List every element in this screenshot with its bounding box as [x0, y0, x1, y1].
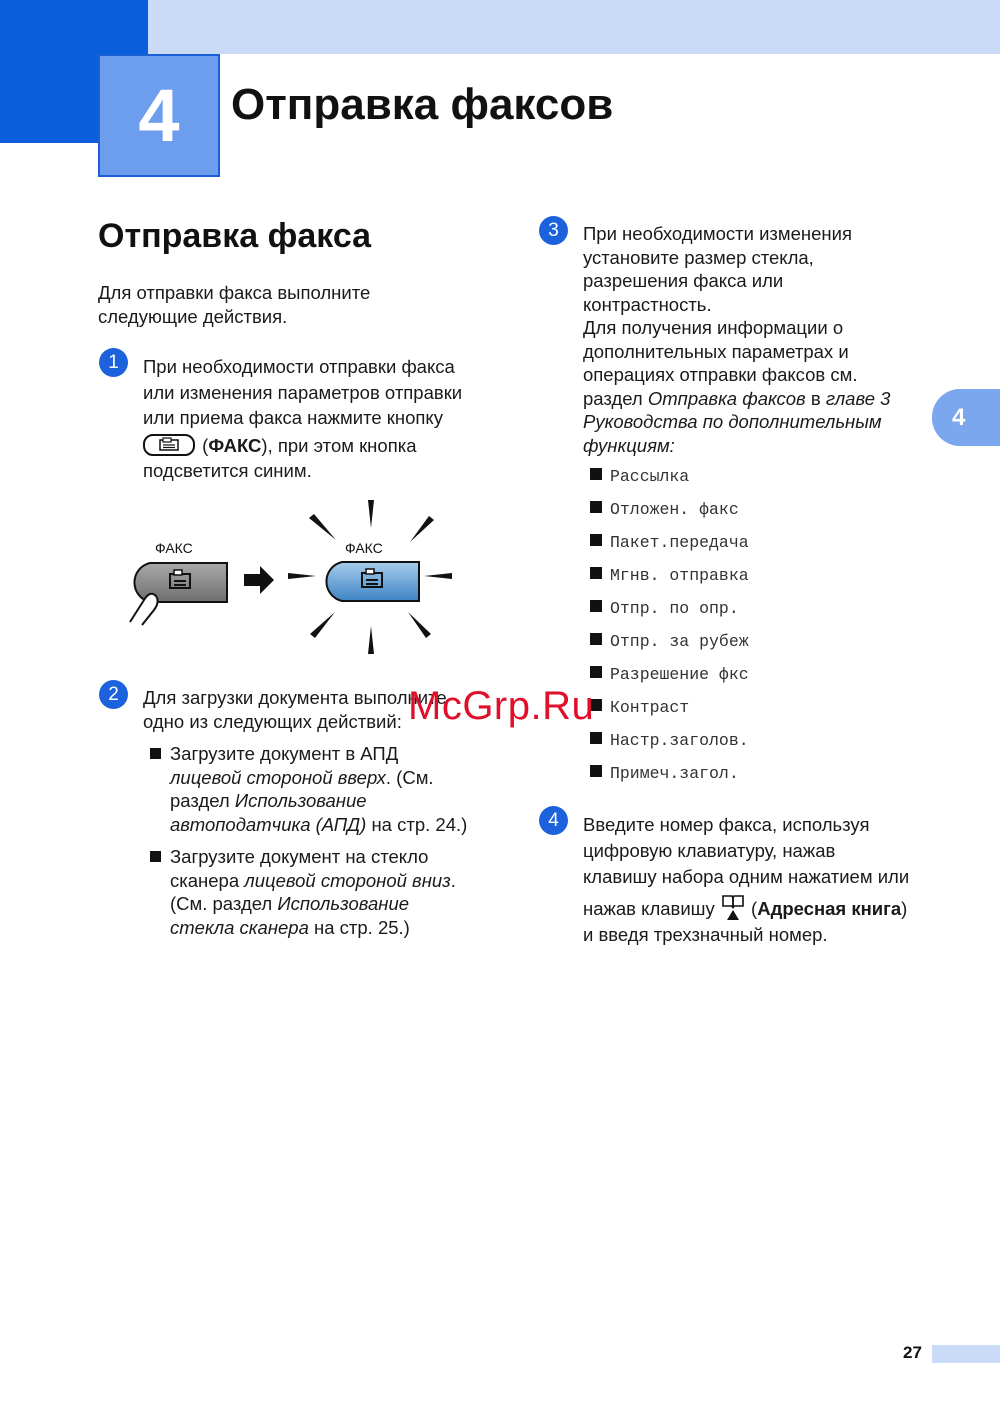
fax-label-left: ФАКС	[155, 540, 193, 556]
chapter-title: Отправка факсов	[231, 80, 614, 129]
option-item: Рассылка	[590, 467, 689, 486]
step-3-text: При необходимости изменения установите размер стекла, разрешения факса или контрастность. Для получения информации о дополнительных параметрах и операциях отправки факсов см. раздел Отправка факсов в главе 3 Руководства по дополнительным функциям:	[583, 223, 891, 456]
chapter-number-badge: 4	[98, 54, 220, 177]
fax-label-right: ФАКС	[345, 540, 383, 556]
option-item: Контраст	[590, 698, 689, 717]
section-title: Отправка факса	[98, 217, 372, 255]
arrow-icon	[244, 566, 274, 594]
option-item: Настр.заголов.	[590, 731, 749, 750]
step-3-number: 3	[539, 216, 568, 245]
address-book-key-label: Адресная книга	[757, 898, 902, 919]
step-2-number: 2	[99, 680, 128, 709]
page-number: 27	[903, 1343, 922, 1362]
address-book-icon	[720, 893, 746, 921]
option-item: Разрешение фкс	[590, 665, 749, 684]
option-item: Примеч.загол.	[590, 764, 739, 783]
fax-button-illustration	[120, 490, 460, 660]
option-item: Мгнв. отправка	[590, 566, 749, 585]
step-2-bullet-1: Загрузите документ в АПД лицевой стороной вверх. (См. раздел Использование автоподатчика (АПД) на стр. 24.)	[150, 742, 467, 836]
footer-bar	[932, 1345, 1000, 1363]
fax-button-lit	[326, 562, 419, 601]
step-2-text: Для загрузки документа выполните одно из следующих действий:	[143, 687, 447, 732]
option-item: Отложен. факс	[590, 500, 739, 519]
option-item: Отпр. за рубеж	[590, 632, 749, 651]
intro-text: Для отправки факса выполните следующие действия.	[98, 282, 371, 327]
option-item: Отпр. по опр.	[590, 599, 739, 618]
fax-key-icon	[143, 434, 195, 456]
step-4-number: 4	[539, 806, 568, 835]
step-4-text: Введите номер факса, используя цифровую клавиатуру, нажав клавишу набора одним нажатием или нажав клавишу (Адресная книга) и введя трехзначный номер.	[583, 814, 910, 945]
fax-key-label: ФАКС	[208, 434, 262, 456]
header-light-band	[148, 0, 1000, 54]
step-1-key-line: (ФАКС), при этом кнопка	[143, 433, 462, 459]
side-chapter-tab[interactable]: 4	[932, 389, 1000, 446]
step-2-bullet-2: Загрузите документ на стекло сканера лицевой стороной вниз. (См. раздел Использование стекла сканера на стр. 25.)	[150, 845, 456, 939]
option-item: Пакет.передача	[590, 533, 749, 552]
step-1-number: 1	[99, 348, 128, 377]
step-1-text: При необходимости отправки факса или изменения параметров отправки или приема факса нажмите кнопку (ФАКС), при этом кнопка подсветится синим.	[143, 356, 463, 481]
watermark: McGrp.Ru	[408, 684, 595, 728]
